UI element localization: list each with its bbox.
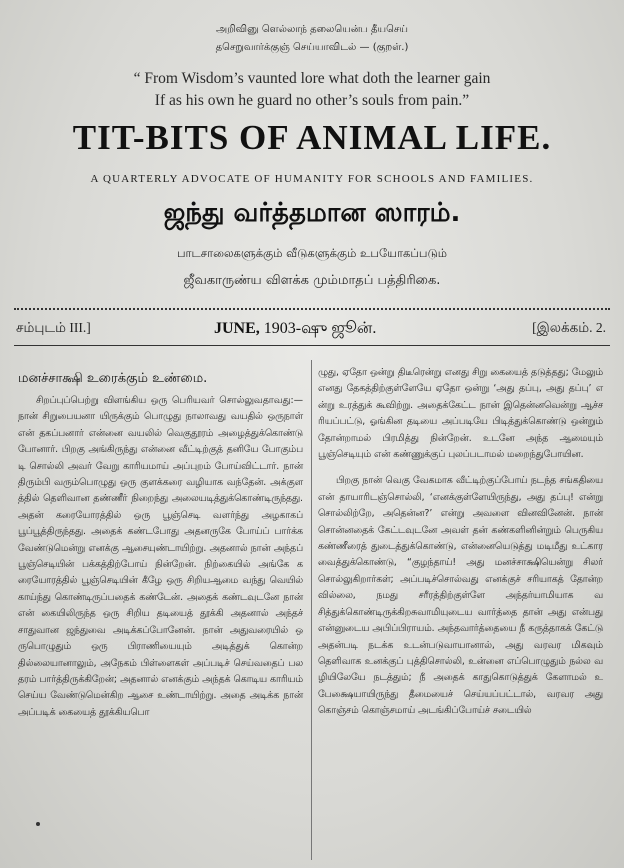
issue-number: [இலக்கம். 2. <box>532 320 606 335</box>
masthead-title: TIT-BITS OF ANIMAL LIFE. <box>72 118 552 157</box>
issue-month: JUNE, <box>214 320 260 337</box>
column-divider <box>311 360 312 860</box>
dateline <box>14 320 610 342</box>
tamil-epigraph-line-1: அறிவினு ளெல்லாந் தலையென்ப தீயசெய் <box>215 24 409 35</box>
issue-date <box>214 319 376 339</box>
article-paragraph: பிறகு நான் வெகு வேகமாக வீட்டிற்குப்போய் நடந்த சங்கதியை என் தாயாரிடஞ்சொல்லி, ‘எனக்குள்ளேயிருந்து, அது தப்பு! என்று சொல்லிற்றே, அதென்ன?’ என்று அவளை வினவினேன். நான் சொன்னதைக் கேட்டவுடனே அவள் தன் கண்களினின்றும் பெருகிய கண்ணீரைத் துடைத்துக்கொண்டு, என்னையெடுத்து மடிமீது உட்காரவைத்துக்கொண்டு, “குழந்தாய்! அது மனச்சாக்ஷியென்று சிலர் சொல்லுகிறார்கள்; அப்படிச்சொல்வது எனக்குச் சரியாகத் தோன்றவில்லை, நமது சரீரத்திற்குள்ளே அந்தர்யாமியாக வசித்துக்கொண்டிருக்கிறசுவாமியுடைய வார்த்தை தான் அது என்பது என்னுடைய அபிப்பிராயம். அந்தவார்த்தையை நீ கருத்தாகக் கேட்டு அதன்படி நடக்க உடன்படுவாயானால், அது வரவர மிகவும் தெளிவாக உனக்குப் புத்திசொல்லி, உன்னை எப்பொழுதும் நல்ல வழியிலேயே நடத்தும்; நீ அதைக் காதுகொடுத்துக் கேளாமல் உபேக்ஷையாயிருந்து தீமையைச் செய்யப்பட்டால், வரவர அது கொஞ்சம் கொஞ்சமாய் அடங்கிப்போய்ச் சடையில் <box>318 475 603 717</box>
article-paragraph: சிறப்புப்பெற்று விளங்கிய ஒரு பெரியவர் சொல்லுவதாவது:— நான் சிறுபையனா யிருக்கும் பொழுது நாலாவது வயதில் ஒருநாள் என் தகப்பனார் என்னை வயலில் வெகுதூரம் அழைத்துக்கொண்டு போனார். பிறகு அங்கிருந்து என்னை வீட்டிற்குத் தனியே போகும்படி சொல்லி அவர் வேறு காரியமாய் அப்புறம் போய்விட்டார். நான் திரும்பி வரும்பொழுது ஒரு குளக்கரை வழியாக வந்தேன். அக்குளத்தில் தெளிவான தண்ணீர் நிறைந்து அலையடித்துக்கொண்டிருந்தது. அதன் கரையோரத்தில் ஒரு பூஞ்செடி வளர்ந்து அழகாகப் பூப்பூத்திருந்தது. அதைக் கண்டபோது அதனருகே போய்ப் பார்க்கவேண்டுமென்று எனக்கு ஆசையுண்டாயிற்று. அதனால் நான் அந்தப் பூஞ்செடியின் பக்கத்திற்போய் நின்றேன். நிற்கையில் அங்கே கரையோரத்தில் பூஞ்செடியின் கீழே ஒரு சிறியஆமை வந்து வெயில் காய்ந்து கொண்டிருப்பதைக் கண்டேன். அதைக் கண்டவுடனே நான் என் கையிலிருந்த ஒரு சிறிய தடியைத் தூக்கி அதனால் அந்தச் சாதுவான ஜந்துவை அடிக்கப்போனேன். நான் அதுவரையில் ஒருபொழுதும் ஒரு பிராணியையும் அடித்துக் கொன்றதில்லையானாலும், அநேகம் பிள்ளைகள் அப்படிச் செய்வதைப் பலதரம் பார்த்திருக்கிறேன்; அதனால் எனக்கும் அந்தக் கொடிய காரியம் செய்ய வேண்டுமென்கிற ஆசை உண்டாயிற்று. அதை அடிக்க நான் அப்படிக் கையைத் தூக்கியபொ <box>18 395 303 718</box>
left-column <box>18 365 303 723</box>
tamil-epigraph-line-2: தசெறுவார்க்குஞ் செய்யாவிடல் — (குறள்.) <box>215 42 409 53</box>
right-column <box>318 365 603 722</box>
masthead-subtitle: A QUARTERLY ADVOCATE OF HUMANITY FOR SCHOOLS AND FAMILIES. <box>90 173 534 185</box>
header-divider-top <box>14 308 610 310</box>
volume-label: சம்புடம் III.] <box>16 320 91 335</box>
tamil-subtitle-1: பாடசாலைகளுக்கும் வீடுகளுக்கும் உபயோகப்படும் <box>176 246 448 260</box>
bullet-dot <box>36 822 40 826</box>
issue-year: 1903-ஷு ஜூன். <box>263 320 377 337</box>
header-divider-bottom <box>14 345 610 346</box>
english-quote-line-1: “ From Wisdom’s vaunted lore what doth the learner gain <box>133 70 491 87</box>
english-quote-line-2: If as his own he guard no other’s souls from pain.” <box>154 92 470 109</box>
article-heading: மனச்சாக்ஷி உரைக்கும் உண்மை. <box>18 371 208 386</box>
tamil-subtitle-2: ஜீவகாருண்ய விளக்க மும்மாதப் பத்திரிகை. <box>183 273 441 288</box>
article-paragraph: ழுது, ஏதோ ஒன்று திடீரென்று எனது சிறு கையைத் தடுத்தது; மேலும் எனது தேகத்திற்குள்ளேயே ஏதோ ஒன்று ‘அது தப்பு, அது தப்பு’ என்று உரத்துக் கூவிற்று. அதைக்கேட்ட நான் இதென்னவென்று ஆச்சரியப்பட்டு, ஓங்கின தடியை அப்படியே பிடித்துக்கொண்டு ஒன்றும் தோன்றாமல் பிரமித்து நின்றேன். உடனே அந்த ஆமையும் பூஞ்செடியும் என் கண்ணுக்குப் புலப்படாமல் மறைந்துபோயின. <box>318 367 603 461</box>
tamil-masthead-title: ஜந்து வர்த்தமான ஸாரம். <box>163 198 461 228</box>
